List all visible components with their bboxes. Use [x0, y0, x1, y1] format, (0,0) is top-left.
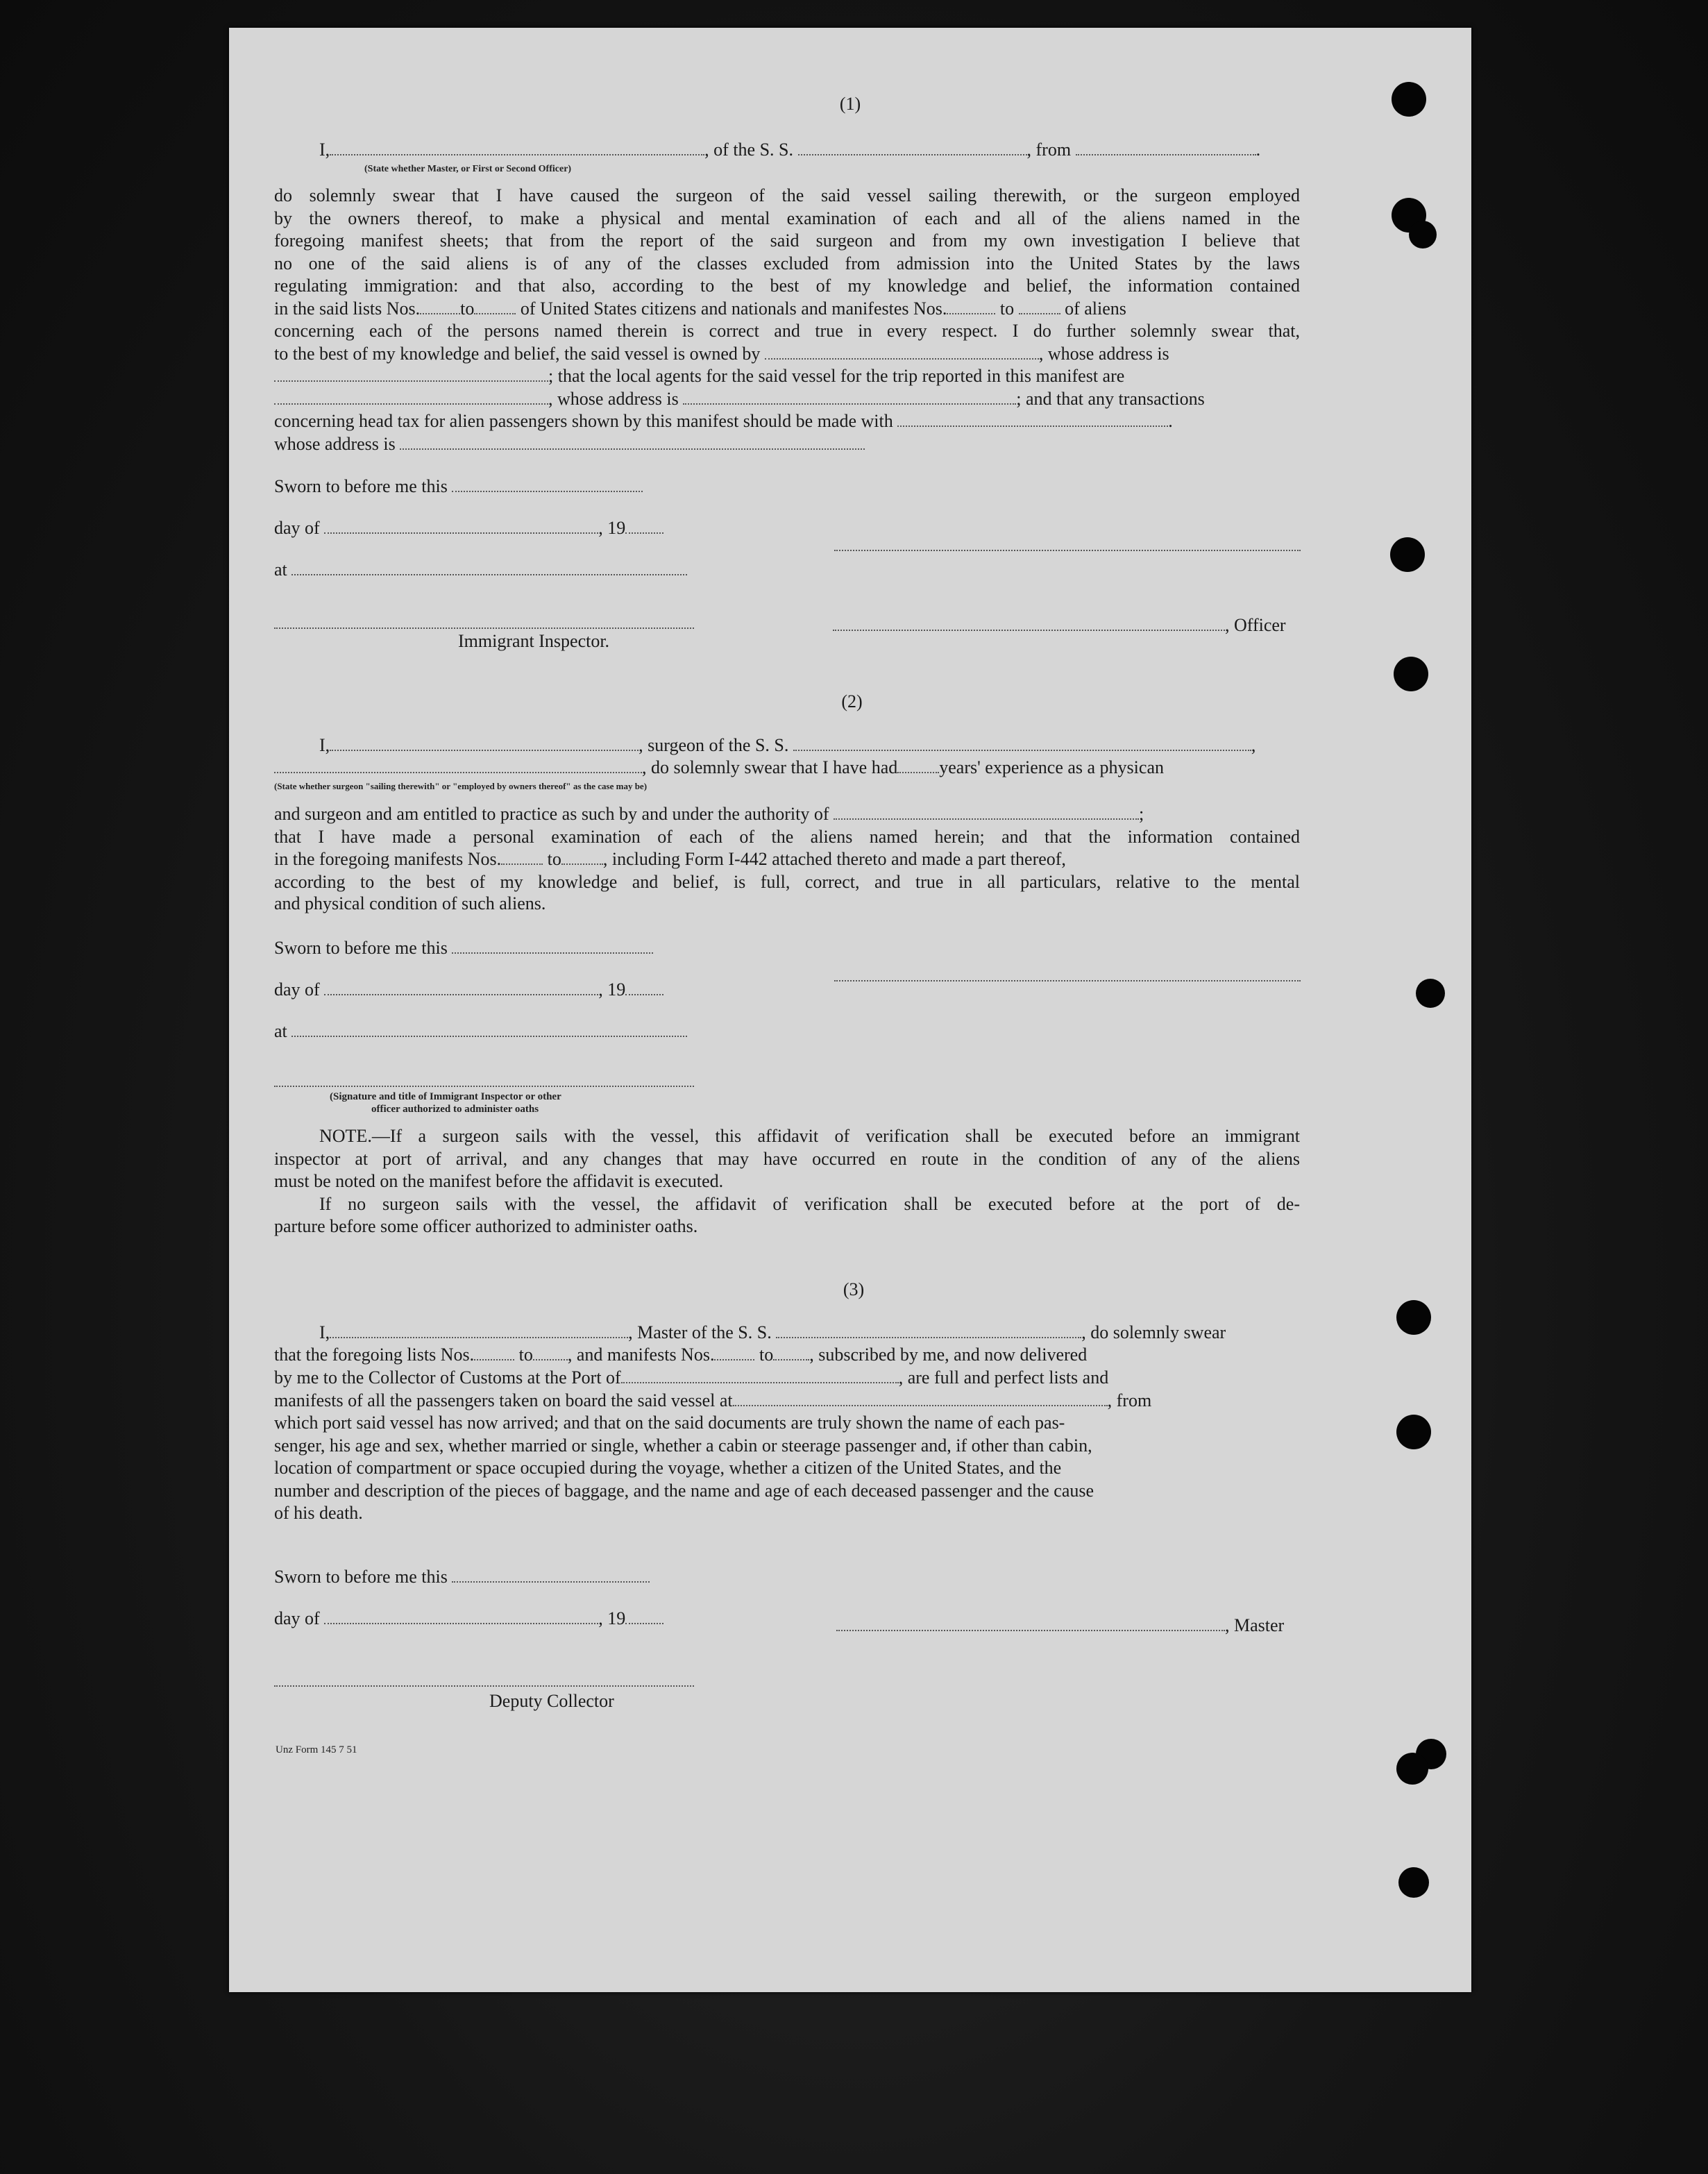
label-lists: that the foregoing lists Nos.: [274, 1345, 475, 1365]
officer-title-field[interactable]: [833, 614, 1225, 631]
declaration-line: of his death.: [274, 1503, 363, 1523]
owned-by-line: [274, 343, 1169, 364]
label-i: I,: [319, 735, 330, 755]
surgeon-name-field[interactable]: [330, 734, 639, 751]
day-of-line-1: [274, 517, 663, 539]
years-experience-field[interactable]: [897, 757, 939, 773]
section-2-second-line: [274, 757, 1164, 778]
port-field[interactable]: [621, 1367, 899, 1383]
surgeon-vessel-field[interactable]: [793, 734, 1251, 751]
label-port: by me to the Collector of Customs at the Port of: [274, 1367, 621, 1388]
label-head-tax: concerning head tax for alien passengers shown by this manifest should be made with: [274, 411, 893, 431]
punch-hole: [1396, 1753, 1428, 1785]
form-number: Unz Form 145 7 51: [276, 1744, 357, 1755]
label-whose-address: , whose address is: [548, 389, 679, 409]
punch-hole: [1396, 1300, 1431, 1335]
head-tax-line: [274, 410, 1173, 432]
label-master-of-ss: , Master of the S. S.: [628, 1322, 772, 1342]
note-line: parture before some officer authorized to administer oaths.: [274, 1216, 698, 1236]
oath-line: by the owners thereof, to make a physical and mental examination of each and all of the aliens named in the: [274, 208, 1300, 228]
label-agents: ; that the local agents for the said vessel for the trip reported in this manifest are: [548, 366, 1125, 386]
declaration-line: which port said vessel has now arrived; and that on the said documents are truly shown the name of each pas-: [274, 1413, 1065, 1433]
label-of-ss: , of the S. S.: [704, 140, 794, 160]
manifests-from-field[interactable]: [501, 848, 543, 865]
label-sworn: Sworn to before me this: [274, 938, 448, 958]
label-whose-address: , whose address is: [1038, 344, 1169, 364]
section-3-paragraph: [274, 1412, 1301, 1525]
officer-title-line: [833, 614, 1286, 636]
declaration-line: location of compartment or space occupied during the voyage, whether a citizen of the United States, and the: [274, 1458, 1062, 1478]
punch-hole: [1390, 537, 1425, 572]
label-officer: , Officer: [1225, 615, 1286, 635]
agents-field[interactable]: [274, 388, 548, 405]
oath-line: no one of the said aliens is of any of the classes excluded from admission into the United States by the laws: [274, 253, 1300, 273]
label-day-of: day of: [274, 518, 320, 538]
port-line: [274, 1367, 1108, 1388]
lists-from-field[interactable]: [420, 298, 460, 314]
section-1-number: (1): [839, 94, 861, 114]
label-from: , from: [1026, 140, 1072, 160]
punch-hole: [1416, 979, 1445, 1008]
label-years-had: , do solemnly swear that I have had: [642, 757, 898, 777]
label-lists: in the said lists Nos.: [274, 298, 421, 319]
label-year: , 19: [598, 518, 626, 538]
declaration-line: number and description of the pieces of baggage, and the name and age of each deceased passenger and the cause: [274, 1480, 1094, 1501]
at-place-field[interactable]: [291, 1020, 687, 1037]
label-to: to: [999, 298, 1015, 319]
label-to: to: [460, 298, 475, 319]
head-tax-contact-field[interactable]: [897, 410, 1168, 427]
comma: ,: [1251, 735, 1256, 755]
note-paragraph: [274, 1125, 1300, 1238]
sworn-date-field[interactable]: [452, 475, 643, 492]
manifests-to-field[interactable]: [561, 848, 603, 865]
contact-address-line: [274, 433, 865, 455]
year-field[interactable]: [625, 517, 663, 534]
day-of-line-3: [274, 1608, 663, 1629]
label-to: to: [759, 1345, 774, 1365]
label-sworn: Sworn to before me this: [274, 1567, 448, 1587]
lists-from-field[interactable]: [474, 1344, 514, 1360]
label-transactions: ; and that any transactions: [1016, 389, 1205, 409]
concerning-line: concerning each of the persons named therein is correct and true in every respect. I do further solemnly swear that,: [274, 321, 1300, 341]
at-line-2: [274, 1020, 687, 1042]
label-surgeon-of-ss: , surgeon of the S. S.: [639, 735, 789, 755]
manifests-from-field[interactable]: [947, 298, 995, 314]
officer-signature-line[interactable]: [834, 548, 1301, 551]
period: .: [1168, 411, 1173, 431]
label-authority: and surgeon and am entitled to practice as such by and under the authority of: [274, 804, 829, 824]
lists-numbers-line: [274, 298, 1126, 319]
punch-hole: [1396, 1415, 1431, 1449]
at-place-field[interactable]: [291, 559, 687, 575]
sworn-line-2: [274, 937, 653, 959]
section-1-first-line: [319, 139, 1260, 160]
label-to: to: [547, 849, 561, 869]
deputy-signature-line[interactable]: [274, 1684, 694, 1687]
sworn-line-1: [274, 475, 643, 497]
oath-line: foregoing manifest sheets; that from the report of the said surgeon and from my own investigation I believe that: [274, 230, 1300, 251]
note-line: NOTE.—If a surgeon sails with the vessel, this affidavit of verification shall be executed before an immigrant: [319, 1126, 1300, 1146]
sworn-date-field[interactable]: [452, 1566, 650, 1583]
label-sworn: Sworn to before me this: [274, 476, 448, 496]
label-at: at: [274, 1021, 287, 1041]
agents-address-field[interactable]: [683, 388, 1016, 405]
inspector-signature-line[interactable]: [274, 626, 694, 629]
manifests-from-field[interactable]: [714, 1344, 754, 1360]
semicolon: ;: [1139, 804, 1144, 824]
document-page: [229, 28, 1471, 1992]
label-whose-address: whose address is: [274, 434, 396, 454]
punch-hole: [1392, 82, 1426, 117]
section-3-first-line: [319, 1322, 1226, 1343]
label-solemnly-swear: , do solemnly swear: [1081, 1322, 1226, 1342]
declaration-line: senger, his age and sex, whether married or single, whether a cabin or steerage passenger and, if other than cabin,: [274, 1435, 1092, 1456]
label-year: , 19: [598, 1608, 626, 1628]
owner-field[interactable]: [765, 343, 1039, 360]
contact-address-field[interactable]: [400, 433, 865, 450]
label-day-of: day of: [274, 1608, 320, 1628]
officer-rank-note: (State whether Master, or First or Second Officer): [364, 164, 572, 174]
day-of-field[interactable]: [324, 979, 598, 995]
day-of-line-2: [274, 979, 663, 1000]
master-signature-line: [836, 1615, 1284, 1636]
note-line: If no surgeon sails with the vessel, the affidavit of verification shall be executed before at the port of de-: [319, 1193, 1300, 1214]
manifests-line: [274, 848, 1066, 870]
authority-field[interactable]: [834, 803, 1139, 820]
punch-hole: [1398, 1867, 1429, 1898]
label-form-i442: , including Form I-442 attached thereto and made a part thereof,: [602, 849, 1066, 869]
master-vessel-field[interactable]: [776, 1322, 1081, 1338]
note-line: must be noted on the manifest before the affidavit is executed.: [274, 1171, 724, 1191]
lists-to-field[interactable]: [474, 298, 516, 314]
manifests-to-field[interactable]: [773, 1344, 809, 1360]
period: .: [1255, 140, 1261, 160]
surgeon-signature-line[interactable]: [834, 979, 1301, 981]
lists-to-field[interactable]: [533, 1344, 568, 1360]
immigrant-inspector-label: Immigrant Inspector.: [458, 631, 610, 651]
label-day-of: day of: [274, 979, 320, 1000]
year-field[interactable]: [625, 1608, 663, 1624]
day-of-field[interactable]: [324, 517, 598, 534]
oath-line: regulating immigration: and that also, according to the best of my knowledge and belief, the information contained: [274, 276, 1300, 296]
label-manifests: of United States citizens and nationals and manifestes Nos.: [520, 298, 947, 319]
day-of-field[interactable]: [324, 1608, 598, 1624]
agents-line: [274, 365, 1124, 387]
agents-address-line: [274, 388, 1205, 410]
label-i: I,: [319, 1322, 330, 1342]
boarding-port-field[interactable]: [733, 1390, 1108, 1406]
label-of-aliens: of aliens: [1065, 298, 1126, 319]
officer-name-field[interactable]: [330, 139, 704, 155]
surgeon-status-field[interactable]: [274, 757, 642, 773]
label-manifests: , and manifests Nos.: [567, 1345, 715, 1365]
year-field[interactable]: [625, 979, 663, 995]
note-line: inspector at port of arrival, and any changes that may have occurred en route in the condition of any of the aliens: [274, 1148, 1300, 1169]
label-i: I,: [319, 140, 330, 160]
label-manifests: in the foregoing manifests Nos.: [274, 849, 502, 869]
master-name-field[interactable]: [330, 1322, 628, 1338]
master-signature-field[interactable]: [836, 1615, 1225, 1631]
label-taken-on-board: manifests of all the passengers taken on board the said vessel at: [274, 1390, 733, 1410]
label-to: to: [518, 1345, 533, 1365]
section-2-first-line: [319, 734, 1255, 756]
label-year: , 19: [598, 979, 626, 1000]
taken-on-board-line: [274, 1390, 1151, 1411]
manifests-to-field[interactable]: [1019, 298, 1060, 314]
label-owned-by: to the best of my knowledge and belief, the said vessel is owned by: [274, 344, 761, 364]
sworn-line-3: [274, 1566, 650, 1587]
deputy-collector-label: Deputy Collector: [489, 1691, 614, 1711]
label-at: at: [274, 559, 287, 580]
surgeon-status-note: (State whether surgeon "sailing therewith" or "employed by owners thereof" as the case may be): [274, 781, 648, 791]
section-3-lists-line: [274, 1344, 1087, 1365]
owner-address-field[interactable]: [274, 365, 548, 382]
section-3-number: (3): [843, 1279, 865, 1299]
at-line-1: [274, 559, 687, 580]
section-2-number: (2): [841, 691, 863, 711]
vessel-name-field[interactable]: [798, 139, 1027, 155]
label-from: , from: [1107, 1390, 1152, 1410]
sworn-date-field[interactable]: [452, 937, 653, 954]
inspector-signature-line[interactable]: [274, 1084, 694, 1087]
label-master: , Master: [1225, 1615, 1285, 1635]
label-years-experience: years' experience as a physican: [939, 757, 1164, 777]
punch-hole: [1409, 221, 1437, 248]
correctness-line: according to the best of my knowledge and belief, is full, correct, and true in all particulars, relative to the mental: [274, 872, 1300, 892]
authority-line: [274, 803, 1144, 825]
punch-hole: [1394, 657, 1428, 691]
departure-port-field[interactable]: [1076, 139, 1256, 155]
label-full-lists: , are full and perfect lists and: [898, 1367, 1109, 1388]
signature-note-2: officer authorized to administer oaths: [371, 1104, 539, 1115]
oath-line: do solemnly swear that I have caused the surgeon of the said vessel sailing therewith, or the surgeon employed: [274, 185, 1300, 205]
condition-line: and physical condition of such aliens.: [274, 893, 546, 913]
signature-note-1: (Signature and title of Immigrant Inspector or other: [330, 1091, 561, 1102]
section-1-oath-paragraph: [274, 185, 1300, 298]
label-subscribed: , subscribed by me, and now delivered: [809, 1345, 1088, 1365]
examination-line: that I have made a personal examination of each of the aliens named herein; and that the information contained: [274, 827, 1300, 847]
